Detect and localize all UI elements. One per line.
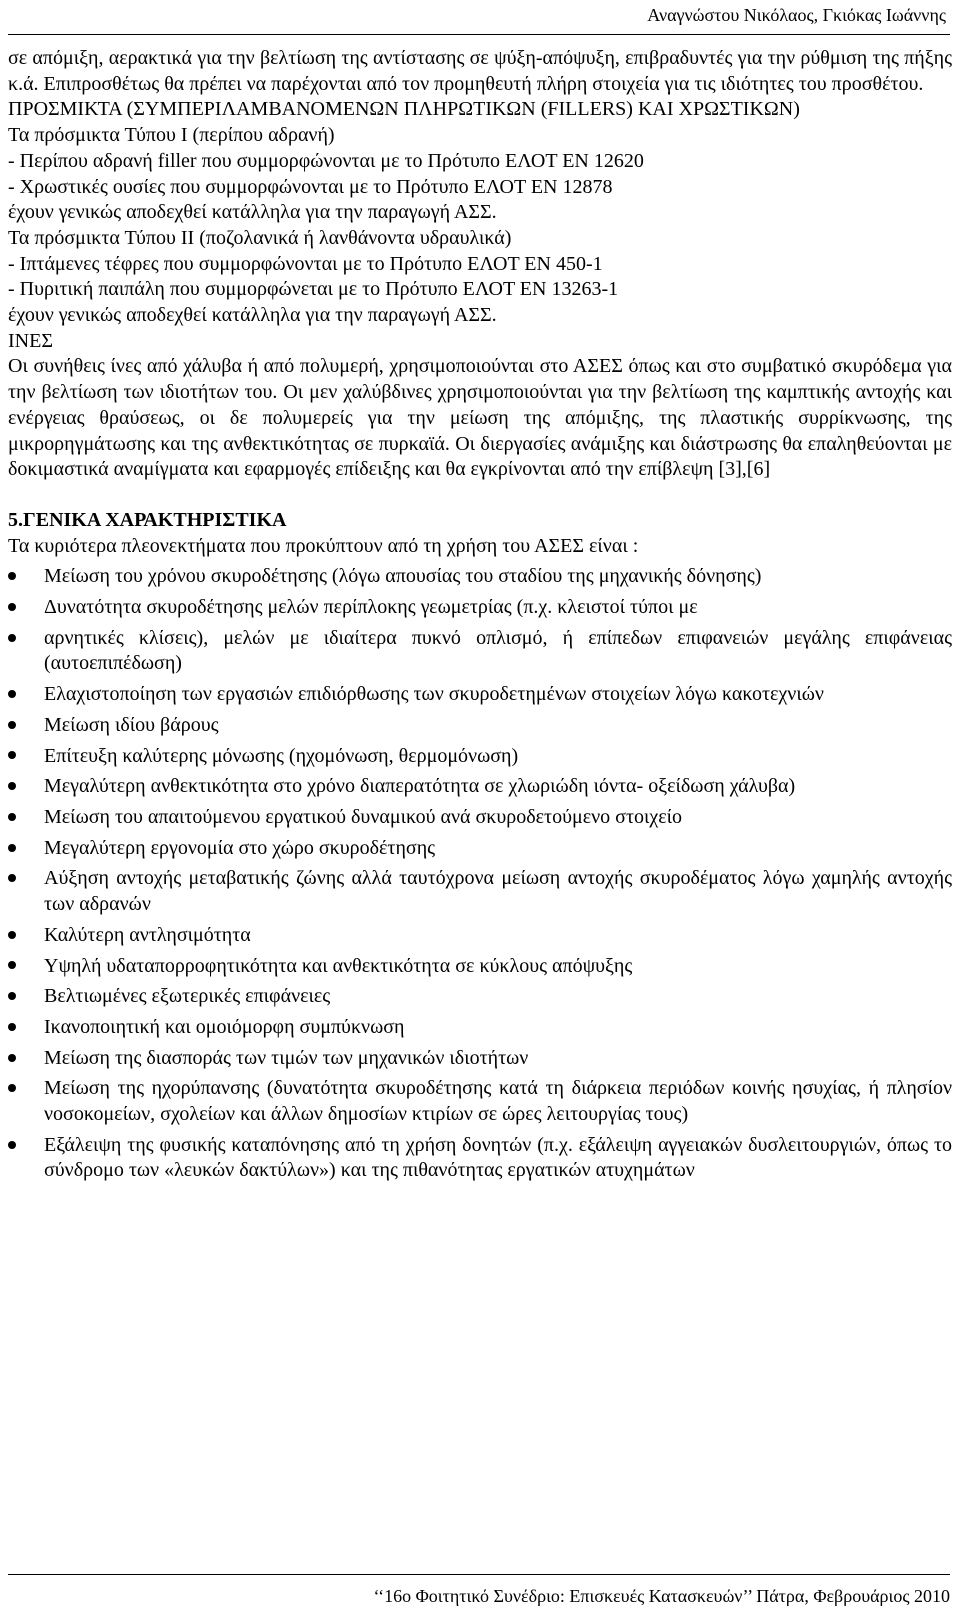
list-item bbox=[8, 564, 952, 590]
list-item bbox=[8, 774, 952, 800]
list-item-text: Βελτιωμένες εξωτερικές επιφάνειες bbox=[44, 985, 331, 1008]
list-item-text: Μεγαλύτερη ανθεκτικότητα στο χρόνο διαπερατότητα σε χλωριώδη ιόντα- οξείδωση χάλυβα) bbox=[44, 775, 796, 798]
type2-item-1: - Ιπτάμενες τέφρες που συμμορφώνονται με το Πρότυπο ΕΛΟΤ ΕΝ 450-1 bbox=[8, 252, 603, 275]
intro-paragraph: σε απόμιξη, αερακτικά για την βελτίωση της αντίστασης σε ψύξη-απόψυξη, επιβραδυντές για την ρύθμιση της πήξης κ.ά. Επιπροσθέτως θα πρέπει να παρέχονται από τον προμηθευτή πλήρη στοιχεία για τις ιδιότητες του προσθέτου. bbox=[8, 47, 952, 95]
bullet-icon bbox=[8, 984, 22, 1010]
bullet-icon bbox=[8, 626, 22, 652]
list-item bbox=[8, 1046, 952, 1072]
page-body bbox=[8, 46, 952, 1184]
list-item bbox=[8, 1076, 952, 1127]
list-item-text: Μείωση της ηχορύπανσης (δυνατότητα σκυροδέτησης κατά τη διάρκεια περιόδων κοινής ησυχίας, ή πλησίον νοσοκομείων, σχολείων και άλλων δημοσίων κτιρίων σε ώρες λειτουργίας τους) bbox=[44, 1077, 952, 1126]
list-item-text: Ελαχιστοποίηση των εργασιών επιδιόρθωσης των σκυροδετημένων στοιχείων λόγω κακοτεχνιών bbox=[44, 683, 824, 706]
section-5-intro: Τα κυριότερα πλεονεκτήματα που προκύπτουν από τη χρήση του ΑΣΕΣ είναι : bbox=[8, 534, 639, 557]
type2-title: Τα πρόσμικτα Τύπου ΙΙ (ποζολανικά ή λανθάνοντα υδραυλικά) bbox=[8, 226, 512, 249]
section-5-heading: 5.ΓΕΝΙΚΑ ΧΑΡΑΚΤΗΡΙΣΤΙΚΑ bbox=[8, 508, 287, 531]
list-item bbox=[8, 1133, 952, 1184]
fibers-heading: ΙΝΕΣ bbox=[8, 329, 53, 352]
list-item bbox=[8, 984, 952, 1010]
list-item-text: Αύξηση αντοχής μεταβατικής ζώνης αλλά ταυτόχρονα μείωση αντοχής σκυροδέματος λόγω χαμηλής αντοχής των αδρανών bbox=[44, 867, 952, 916]
list-item bbox=[8, 595, 952, 621]
bullet-icon bbox=[8, 1133, 22, 1159]
list-item-text: Μεγαλύτερη εργονομία στο χώρο σκυροδέτησης bbox=[44, 836, 436, 859]
bullet-icon bbox=[8, 866, 22, 892]
type1-item-1: - Περίπου αδρανή filler που συμμορφώνονται με το Πρότυπο ΕΛΟΤ ΕΝ 12620 bbox=[8, 149, 644, 172]
list-item-text: Δυνατότητα σκυροδέτησης μελών περίπλοκης γεωμετρίας (π.χ. κλειστοί τύποι με bbox=[44, 596, 698, 619]
list-item-text: Ικανοποιητική και ομοιόμορφη συμπύκνωση bbox=[44, 1015, 405, 1038]
type2-item-2: - Πυριτική παιπάλη που συμμορφώνεται με το Πρότυπο ΕΛΟΤ ΕΝ 13263-1 bbox=[8, 278, 619, 301]
type2-note: έχουν γενικώς αποδεχθεί κατάλληλα για την παραγωγή ΑΣΣ. bbox=[8, 304, 497, 327]
bullet-icon bbox=[8, 805, 22, 831]
bullet-icon bbox=[8, 713, 22, 739]
list-item bbox=[8, 923, 952, 949]
advantages-list bbox=[8, 564, 952, 1184]
bullet-icon bbox=[8, 744, 22, 770]
list-item-text: Καλύτερη αντλησιμότητα bbox=[44, 923, 251, 946]
type1-title: Τα πρόσμικτα Τύπου Ι (περίπου αδρανή) bbox=[8, 124, 335, 147]
list-item bbox=[8, 805, 952, 831]
type1-note: έχουν γενικώς αποδεχθεί κατάλληλα για την παραγωγή ΑΣΣ. bbox=[8, 201, 497, 224]
list-item bbox=[8, 682, 952, 708]
list-item-text: Εξάλειψη της φυσικής καταπόνησης από τη χρήση δονητών (π.χ. εξάλειψη αγγειακών δυσλειτουργιών, όπως το σύνδρομο των «λευκών δακτύλων») και της πιθανότητας εργατικών ατυχημάτων bbox=[44, 1133, 952, 1182]
bullet-icon bbox=[8, 774, 22, 800]
list-item-text: Μείωση της διασποράς των τιμών των μηχανικών ιδιοτήτων bbox=[44, 1046, 529, 1069]
page-header bbox=[8, 0, 950, 35]
bullet-icon bbox=[8, 1015, 22, 1041]
list-item-text: Επίτευξη καλύτερης μόνωσης (ηχομόνωση, θερμομόνωση) bbox=[44, 744, 519, 767]
list-item bbox=[8, 1015, 952, 1041]
list-item-text: Μείωση του χρόνου σκυροδέτησης (λόγω απουσίας του σταδίου της μηχανικής δόνησης) bbox=[44, 565, 762, 588]
bullet-icon bbox=[8, 1046, 22, 1072]
bullet-icon bbox=[8, 1076, 22, 1102]
list-item-text: αρνητικές κλίσεις), μελών με ιδιαίτερα πυκνό οπλισμό, ή επίπεδων επιφανειών μεγάλης επιφάνειας (αυτοεπιπέδωση) bbox=[44, 626, 952, 675]
list-item bbox=[8, 836, 952, 862]
list-item bbox=[8, 744, 952, 770]
header-authors: Αναγνώστου Νικόλαος, Γκιόκας Ιωάννης bbox=[647, 5, 946, 25]
footer-conference: ‘‘16ο Φοιτητικό Συνέδριο: Επισκευές Κατασκευών’’ Πάτρα, Φεβρουάριος 2010 bbox=[373, 1586, 950, 1606]
bullet-icon bbox=[8, 923, 22, 949]
bullet-icon bbox=[8, 954, 22, 980]
list-item-text: Υψηλή υδαταπορροφητικότητα και ανθεκτικότητα σε κύκλους απόψυξης bbox=[44, 954, 633, 977]
bullet-icon bbox=[8, 595, 22, 621]
bullet-icon bbox=[8, 836, 22, 862]
fillers-heading: ΠΡΟΣΜΙΚΤΑ (ΣΥΜΠΕΡΙΛΑΜΒΑΝΟΜΕΝΩΝ ΠΛΗΡΩΤΙΚΩΝ (FILLERS) ΚΑΙ ΧΡΩΣΤΙΚΩΝ) bbox=[8, 98, 800, 121]
bullet-icon bbox=[8, 564, 22, 590]
page-footer bbox=[8, 1574, 950, 1607]
list-item bbox=[8, 626, 952, 677]
bullet-icon bbox=[8, 682, 22, 708]
list-item-text: Μείωση ιδίου βάρους bbox=[44, 713, 219, 736]
list-item bbox=[8, 713, 952, 739]
list-item bbox=[8, 954, 952, 980]
list-item bbox=[8, 866, 952, 917]
list-item-text: Μείωση του απαιτούμενου εργατικού δυναμικού ανά σκυροδετούμενο στοιχείο bbox=[44, 805, 683, 828]
fibers-paragraph: Οι συνήθεις ίνες από χάλυβα ή από πολυμερή, χρησιμοποιούνται στο ΑΣΕΣ όπως και στο συμβατικό σκυρόδεμα για την βελτίωση των ιδιοτήτων του. Οι μεν χαλύβδινες χρησιμοποιούνται για την βελτίωση της καμπτικής αντοχής και ενέργειας θραύσεως, οι δε πολυμερείς για την μείωση της απόμιξης, της πλαστικής συρρίκνωσης, της μικρορηγμάτωσης και της ανθεκτικότητας σε πυρκαϊά. Οι διεργασίες ανάμιξης και διάστρωσης θα επαληθεύονται με δοκιμαστικά αναμίγματα και εφαρμογές επίδειξης και θα εγκρίνονται από την επίβλεψη [3],[6] bbox=[8, 355, 952, 481]
type1-item-2: - Χρωστικές ουσίες που συμμορφώνονται με το Πρότυπο ΕΛΟΤ ΕΝ 12878 bbox=[8, 175, 613, 198]
